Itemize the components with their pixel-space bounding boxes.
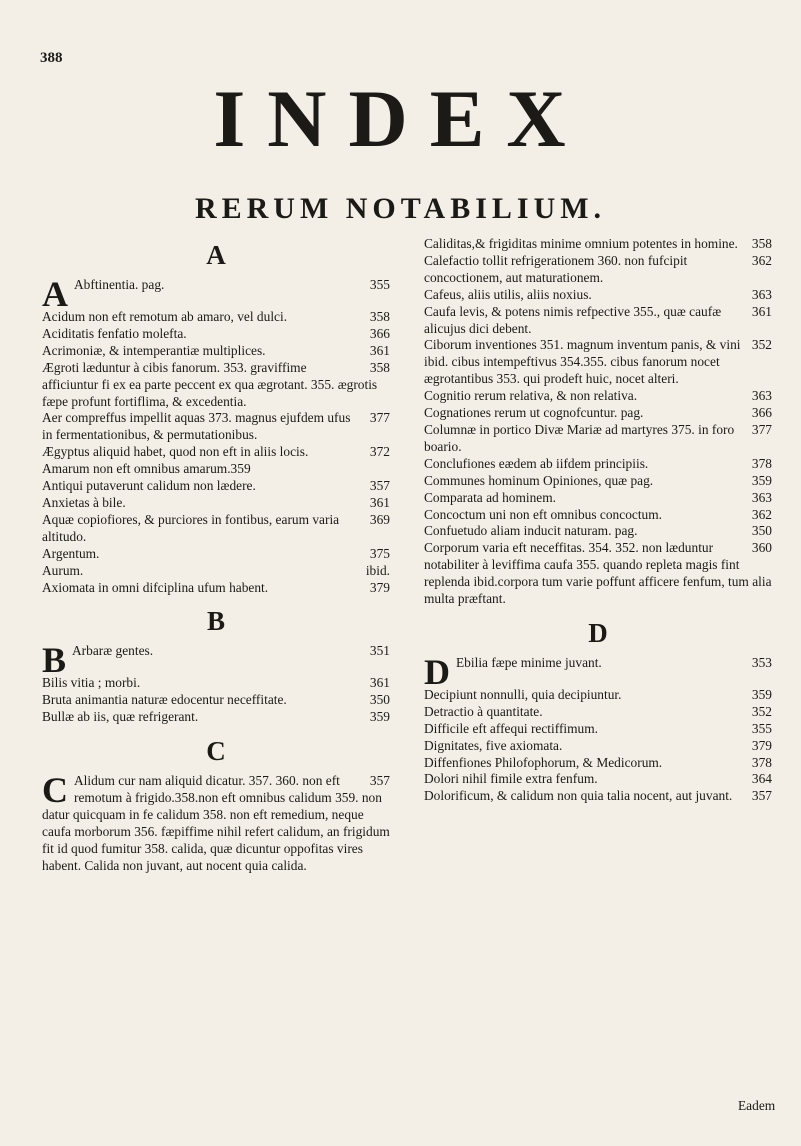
index-entry (424, 388, 772, 405)
index-entry (424, 704, 772, 721)
entry-text: Anxietas à bile. (42, 494, 126, 510)
page-reference: 366 (369, 325, 390, 341)
entry-text: Amarum non eft omnibus amarum.359 (42, 461, 251, 477)
entry-text: Concoctum uni non eft omnibus concoctum. (424, 506, 663, 522)
entry-text: Antiqui putaverunt calidum non lædere. (42, 478, 256, 494)
page-reference: 357 (751, 788, 772, 804)
page-reference: 375 (369, 545, 390, 561)
entry-text: Dolori nihil fimile extra fenfum. (424, 771, 598, 787)
entry-text: Ægyptus aliquid habet, quod non eft in aliis locis. (42, 444, 309, 460)
index-entry (42, 495, 390, 512)
page-reference: 350 (751, 523, 772, 539)
page-reference: 351 (369, 643, 390, 659)
page-reference: 366 (751, 405, 772, 421)
entry-text: Bilis vitia ; morbi. (42, 675, 141, 691)
page-reference: 352 (751, 703, 772, 719)
index-entry (42, 512, 390, 546)
index-entry (42, 360, 390, 411)
page-reference: 377 (751, 421, 772, 437)
page-reference: 379 (751, 737, 772, 753)
entry-text: Axiomata in omni difciplina ufum habent. (42, 579, 269, 595)
entry-text: Columnæ in portico Divæ Mariæ ad martyres 375. in foro boario. (424, 421, 735, 454)
index-entry (424, 507, 772, 524)
drop-capital: D (424, 651, 450, 692)
entry-text: Communes hominum Opiniones, quæ pag. (424, 472, 654, 488)
index-entry (424, 405, 772, 422)
index-entry (424, 304, 772, 338)
right-column (424, 236, 772, 805)
entry-text: Ebilia fæpe minime juvant. (456, 654, 602, 670)
entry-text: Aquæ copiofiores, & purciores in fontibus, earum varia altitudo. (42, 511, 340, 544)
page-reference: 363 (751, 489, 772, 505)
index-entry (42, 709, 390, 726)
section-letter-a: A (206, 240, 226, 270)
index-entry (424, 687, 772, 704)
index-subtitle: RERUM NOTABILIUM. (194, 192, 607, 225)
entry-text: Difficile eft affequi rectiffimum. (424, 720, 599, 736)
entry-text: Caufa levis, & potens nimis refpective 355., quæ caufæ alicujus dici debent. (424, 303, 722, 336)
index-title: INDEX (213, 73, 588, 164)
entry-text: Dolorificum, & calidum non quia talia nocent, aut juvant. (424, 788, 733, 804)
entry-text: Corporum varia eft neceffitas. 354. 352. non læduntur notabiliter à leviffima caufa 355. quando repleta magis fint replenda ibid.corpora tum varie poffunt afficere fenfum, tum alia multa præftant. (424, 540, 772, 607)
page-reference: 378 (751, 754, 772, 770)
entry-text: Diffenfiones Philofophorum, & Medicorum. (424, 754, 663, 770)
entry-text: Aer compreffus impellit aquas 373. magnus ejufdem ufus in fermentationibus, & permutationibus. (42, 410, 351, 443)
index-entry (42, 461, 390, 478)
page-reference: 352 (751, 337, 772, 353)
index-entry (424, 337, 772, 388)
entry-text: Detractio à quantitate. (424, 703, 543, 719)
entry-text: Cognationes rerum ut cognofcuntur. pag. (424, 405, 644, 421)
index-entry (424, 738, 772, 755)
page-reference: 360 (751, 540, 772, 556)
entry-text: Aurum. (42, 562, 84, 578)
index-entry (42, 326, 390, 343)
entry-text: Ciborum inventiones 351. magnum inventum panis, & vini ibid. cibus intempeftivus 354.355. cibus fanorum nocet ægrotantibus 353. qui prodeft huic, nocet alteri. (424, 337, 741, 387)
section-letter-d: D (588, 617, 608, 648)
drop-capital: C (42, 770, 68, 811)
page-reference: 362 (751, 252, 772, 268)
index-entry (42, 692, 390, 709)
entry-text: Bruta animantia naturæ edocentur neceffitate. (42, 692, 287, 708)
page-reference: 378 (751, 455, 772, 471)
page-reference: ibid. (365, 562, 390, 578)
index-entry (42, 580, 390, 597)
entry-text: Arbaræ gentes. (72, 643, 154, 659)
page-reference: 363 (751, 286, 772, 302)
page-reference: 358 (751, 236, 772, 251)
index-entry (42, 309, 390, 326)
entry-text: Acidum non eft remotum ab amaro, vel dulci. (42, 309, 288, 324)
page-reference: 361 (751, 303, 772, 319)
entry-text: Aciditatis fenfatio molefta. (42, 325, 187, 341)
page-reference: 355 (369, 277, 390, 292)
index-entry (424, 236, 772, 253)
entry-text: Decipiunt nonnulli, quia decipiuntur. (424, 686, 622, 702)
page-number: 388 (40, 50, 63, 66)
index-entry (424, 771, 772, 788)
page-reference: 361 (369, 675, 390, 691)
section-letter-b: B (206, 606, 225, 637)
page-reference: 357 (369, 478, 390, 494)
section-letter-c: C (206, 736, 226, 767)
index-entry (424, 721, 772, 738)
page-reference: 353 (751, 654, 772, 670)
index-entry (42, 770, 390, 874)
page-reference: 359 (751, 472, 772, 488)
index-entry (424, 540, 772, 608)
entry-text: Alidum cur nam aliquid dicatur. 357. 360. non eft remotum à frigido.358.non eft omnibus calidum 359. non datur quicquam in fe calidum 358. non eft remedium, neque caufa morborum 356. fæpiffime nihil refert calidum, an frigidum fit id quod fumitur 358. calida, quæ dicuntur oppofitas vires habent. Calida non juvant, aut nocent quia calida. (42, 773, 390, 873)
page-reference: 361 (369, 342, 390, 358)
page-reference: 377 (369, 410, 390, 426)
index-entry (42, 675, 390, 692)
index-entry (424, 253, 772, 287)
index-entry (42, 546, 390, 563)
index-entry (424, 287, 772, 304)
index-entry (42, 640, 390, 681)
page-reference: 359 (369, 709, 390, 725)
index-entry (424, 651, 772, 692)
entry-text: Caliditas,& frigiditas minime omnium potentes in homine. (424, 236, 738, 251)
entry-text: Cafeus, aliis utilis, aliis noxius. (424, 286, 592, 302)
drop-capital: A (42, 274, 68, 314)
entry-text: Calefactio tollit refrigerationem 360. non fufcipit concoctionem, aut maturationem. (424, 252, 688, 285)
entry-text: Conclufiones eædem ab iifdem principiis. (424, 455, 649, 471)
page-reference: 350 (369, 692, 390, 708)
left-column (42, 236, 390, 875)
index-entry (42, 478, 390, 495)
page-reference: 369 (369, 511, 390, 527)
index-entry (424, 456, 772, 473)
entry-text: Confuetudo aliam inducit naturam. pag. (424, 523, 638, 539)
drop-capital: B (42, 640, 67, 681)
page-reference: 362 (751, 506, 772, 522)
entry-text: Abftinentia. pag. (74, 277, 165, 292)
index-entry (424, 788, 772, 805)
page-reference: 363 (751, 388, 772, 404)
entry-text: Ægroti læduntur à cibis fanorum. 353. graviffime afficiuntur fi ex ea parte peccent ex qua ægrotant. 355. ægrotis fæpe profunt fortiflima, & excedentia. (42, 359, 378, 409)
index-entry (424, 473, 772, 490)
page-reference: 364 (751, 771, 772, 787)
catchword: Eadem (738, 1098, 776, 1113)
entry-text: Acrimoniæ, & intemperantiæ multiplices. (42, 342, 266, 358)
page-reference: 357 (369, 773, 390, 789)
page-reference: 359 (751, 686, 772, 702)
page-reference: 358 (369, 309, 390, 324)
page-reference: 355 (751, 720, 772, 736)
index-entry (424, 755, 772, 772)
index-entry (42, 563, 390, 580)
entry-text: Argentum. (42, 545, 100, 561)
index-entry (42, 444, 390, 461)
index-entry (424, 523, 772, 540)
page-reference: 358 (369, 359, 390, 375)
entry-text: Cognitio rerum relativa, & non relativa. (424, 388, 638, 404)
index-entry (42, 343, 390, 360)
index-entry (424, 422, 772, 456)
index-entry (42, 410, 390, 444)
page-reference: 372 (369, 444, 390, 460)
index-entry (42, 274, 390, 314)
index-entry (424, 490, 772, 507)
entry-text: Comparata ad hominem. (424, 489, 557, 505)
page-reference: 379 (369, 579, 390, 595)
entry-text: Dignitates, five axiomata. (424, 737, 563, 753)
entry-text: Bullæ ab iis, quæ refrigerant. (42, 709, 199, 725)
page-reference: 361 (369, 494, 390, 510)
